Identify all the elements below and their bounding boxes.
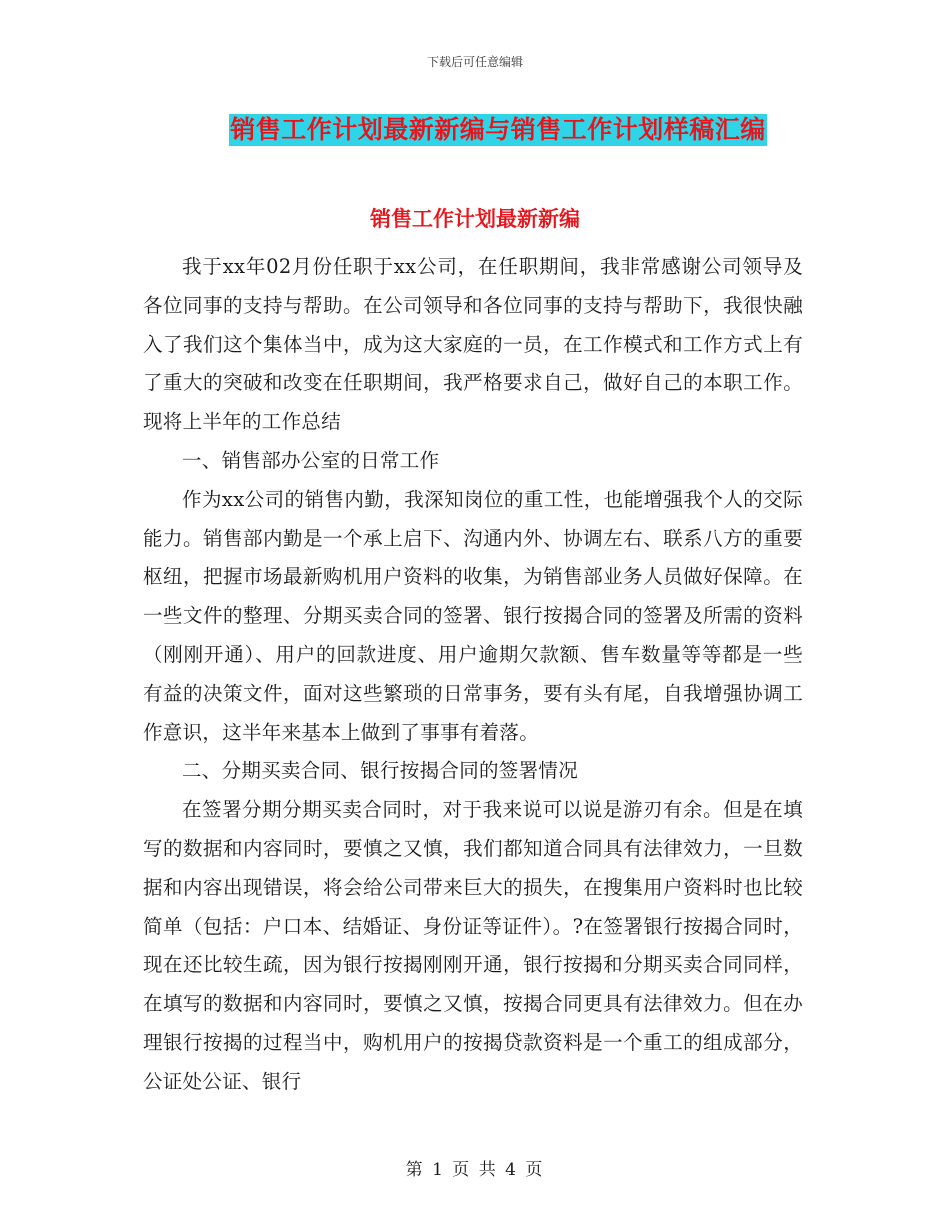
- paragraph-contract-signing: 在签署分期分期买卖合同时，对于我来说可以说是游刃有余。但是在填写的数据和内容同时，要慎之又慎，我们都知道合同具有法律效力，一旦数据和内容出现错误，将会给公司带来巨大的损失，在搜集用户资料时也比较简单（包括：户口本、结婚证、身份证等证件）。?在签署银行按揭合同时，现在还比较生疏，因为银行按揭刚刚开通，银行按揭和分期买卖合同同样，在填写的数据和内容同时，要慎之又慎，按揭合同更具有法律效力。但在办理银行按揭的过程当中，购机用户的按揭贷款资料是一个重工的组成部分，公证处公证、银行: [143, 798, 803, 1093]
- paragraph-intro: 我于xx年02月份任职于xx公司，在任职期间，我非常感谢公司领导及各位同事的支持与帮助。在公司领导和各位同事的支持与帮助下，我很快融入了我们这个集体当中，成为这大家庭的一员，在工作模式和工作方式上有了重大的突破和改变在任职期间，我严格要求自己，做好自己的本职工作。现将上半年的工作总结: [143, 255, 803, 434]
- document-title-container: [0, 114, 950, 146]
- heading-contract-signing: 二、分期买卖合同、银行按揭合同的签署情况: [182, 759, 579, 783]
- document-title: 销售工作计划最新新编与销售工作计划样稿汇编: [230, 115, 766, 144]
- page-footer-number: 第 1 页 共 4 页: [405, 1160, 545, 1180]
- page-header-note: 下载后可任意编辑: [426, 55, 523, 69]
- paragraph-daily-work: 作为xx公司的销售内勤，我深知岗位的重工性，也能增强我个人的交际能力。销售部内勤是一个承上启下、沟通内外、协调左右、联系八方的重要枢纽，把握市场最新购机用户资料的收集，为销售部业务人员做好保障。在一些文件的整理、分期买卖合同的签署、银行按揭合同的签署及所需的资料（刚刚开通）、用户的回款进度、用户逾期欠款额、售车数量等等都是一些有益的决策文件，面对这些繁琐的日常事务，要有头有尾，自我增强协调工作意识，这半年来基本上做到了事事有着落。: [143, 487, 803, 744]
- heading-daily-work: 一、销售部办公室的日常工作: [182, 448, 440, 472]
- section-title: 销售工作计划最新新编: [370, 206, 580, 231]
- document-body: [143, 248, 803, 1102]
